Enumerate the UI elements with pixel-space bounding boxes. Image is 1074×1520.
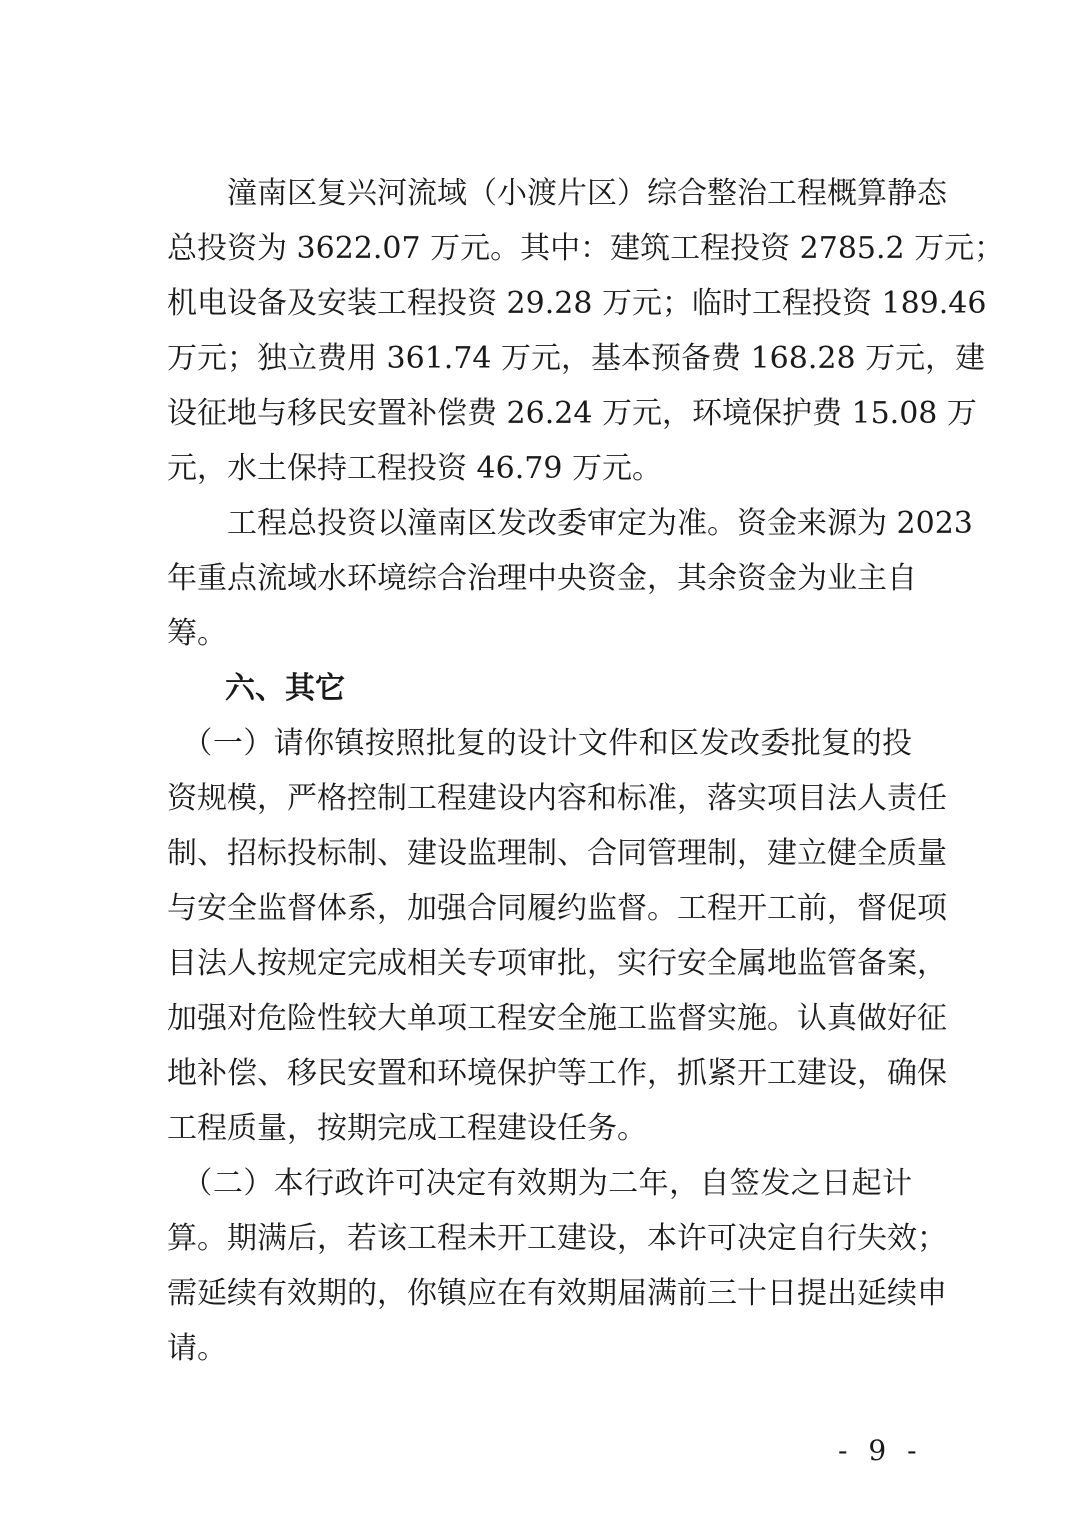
paragraph-item-one: [167, 716, 947, 1156]
section-heading: 六、其它: [225, 671, 345, 706]
text-line: 万元；独立费用 361.74 万元，基本预备费 168.28 万元，建: [167, 341, 986, 376]
text-line: 算。期满后，若该工程未开工建设，本许可决定自行失效；: [167, 1221, 947, 1256]
text-line: 需延续有效期的，你镇应在有效期届满前三十日提出延续申: [167, 1276, 947, 1311]
text-line: 请。: [167, 1331, 227, 1366]
text-line: 机电设备及安装工程投资 29.28 万元；临时工程投资 189.46: [167, 286, 987, 321]
text-line: （二）本行政许可决定有效期为二年，自签发之日起计: [167, 1166, 912, 1201]
paragraph-investment-summary: [167, 166, 1005, 496]
page-number: - 9 -: [838, 1434, 923, 1467]
text-line: 总投资为 3622.07 万元。其中：建筑工程投资 2785.2 万元；: [167, 231, 1005, 266]
paragraph-funding-source: [167, 496, 973, 661]
text-line: 年重点流域水环境综合治理中央资金，其余资金为业主自: [167, 561, 917, 596]
text-line: 工程质量，按期完成工程建设任务。: [167, 1111, 647, 1146]
text-line: 与安全监督体系，加强合同履约监督。工程开工前，督促项: [167, 891, 947, 926]
paragraph-item-two: [167, 1156, 947, 1376]
text-line: 目法人按规定完成相关专项审批，实行安全属地监管备案，: [167, 946, 947, 981]
text-line: 制、招标投标制、建设监理制、合同管理制，建立健全质量: [167, 836, 947, 871]
text-line: 筹。: [167, 616, 227, 651]
text-line: 地补偿、移民安置和环境保护等工作，抓紧开工建设，确保: [167, 1056, 947, 1091]
text-line: 潼南区复兴河流域（小渡片区）综合整治工程概算静态: [167, 176, 947, 211]
text-line: 元，水土保持工程投资 46.79 万元。: [167, 451, 662, 486]
text-line: 资规模，严格控制工程建设内容和标准，落实项目法人责任: [167, 781, 947, 816]
text-line: （一）请你镇按照批复的设计文件和区发改委批复的投: [167, 726, 912, 761]
text-line: 设征地与移民安置补偿费 26.24 万元，环境保护费 15.08 万: [167, 396, 977, 431]
document-body: [167, 166, 1005, 1376]
text-line: 加强对危险性较大单项工程安全施工监督实施。认真做好征: [167, 1001, 947, 1036]
text-line: 工程总投资以潼南区发改委审定为准。资金来源为 2023: [167, 506, 973, 541]
